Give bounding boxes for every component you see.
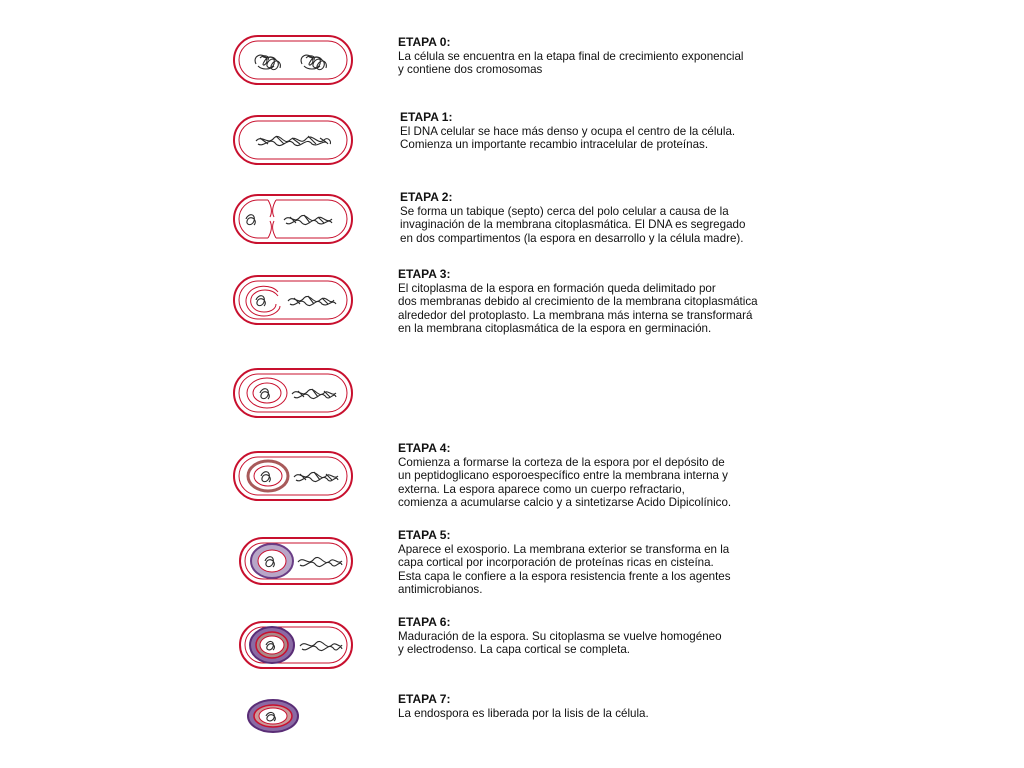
stage-5-line-1: Aparece el exosporio. La membrana exterior se transforma en la [398,542,730,556]
septum [268,200,276,238]
stage-3-line-4: en la membrana citoplasmática de la espora en germinación. [398,322,712,336]
cell-outer-membrane [234,36,352,84]
stage-7-line-1: La endospora es liberada por la lisis de la célula. [398,706,649,720]
stage-5-line-3: Esta capa le confiere a la espora resistencia frente a los agentes [398,569,731,583]
stage-1-cell-diagram [232,114,354,166]
stage-7-text [398,693,649,720]
stage-3-title: ETAPA 3: [398,267,451,281]
stage-4-line-2: un peptidoglicano esporoespecífico entre la membrana interna y [398,469,728,483]
stage-2-line-1: Se forma un tabique (septo) cerca del polo celular a causa de la [400,204,729,218]
chromosome-left [255,55,280,70]
stage-0-line-2: y contiene dos cromosomas [398,63,543,77]
stage-0-cell-diagram [232,34,354,86]
stage-3b-cell-diagram [232,367,354,419]
stage-3-cell-diagram [232,274,354,326]
stage-6-title: ETAPA 6: [398,615,451,629]
mother-cell-compartment [276,200,347,238]
stage-2-text [400,191,745,245]
stage-7-free-endospore [245,696,303,736]
stage-5-cell-diagram [238,536,354,586]
stage-0-line-1: La célula se encuentra en la etapa final de crecimiento exponencial [398,49,744,63]
stage-2-title: ETAPA 2: [400,190,453,204]
stage-4-text [398,442,731,510]
stage-3-line-3: alrededor del protoplasto. La membrana más interna se transformará [398,308,753,322]
forespore-inner-membrane [253,383,281,403]
stage-4-line-4: comienza a acumularse calcio y a sintetizarse Acido Dipicolínico. [398,496,732,510]
stage-6-line-2: y electrodenso. La capa cortical se completa. [398,643,630,657]
stage-5-line-2: capa cortical por incorporación de proteínas ricas en cisteína. [398,556,714,570]
stage-2-line-3: en dos compartimentos (la espora en desarrollo y la célula madre). [400,231,744,245]
stage-0-text [398,36,743,77]
stage-6-line-1: Maduración de la espora. Su citoplasma se vuelve homogéneo [398,629,722,643]
stage-5-title: ETAPA 5: [398,528,451,542]
stage-1-title: ETAPA 1: [400,110,453,124]
stage-5-text [398,529,731,597]
stage-4-cell-diagram [232,450,354,502]
stage-4-line-1: Comienza a formarse la corteza de la espora por el depósito de [398,455,725,469]
stage-3-line-2: dos membranas debido al crecimiento de la membrana citoplasmática [398,295,758,309]
stage-3-line-1: El citoplasma de la espora en formación queda delimitado por [398,281,716,295]
engulfing-membrane [246,286,280,316]
stage-6-cell-diagram [238,620,354,670]
stage-0-title: ETAPA 0: [398,35,451,49]
stage-3-text [398,268,758,336]
stage-4-title: ETAPA 4: [398,441,451,455]
stage-1-line-2: Comienza un importante recambio intracelular de proteínas. [400,138,709,152]
chromosome-right [301,55,326,70]
condensed-dna [256,136,331,146]
stage-2-line-2: invaginación de la membrana citoplasmática. El DNA es segregado [400,218,746,232]
stage-4-line-3: externa. La espora aparece como un cuerpo refractario, [398,482,685,496]
stage-5-line-4: antimicrobianos. [398,583,483,597]
stage-1-line-1: El DNA celular se hace más denso y ocupa el centro de la célula. [400,124,736,138]
stage-7-title: ETAPA 7: [398,692,451,706]
stage-1-text [400,111,735,152]
stage-6-text [398,616,722,657]
stage-2-cell-diagram [232,193,354,245]
